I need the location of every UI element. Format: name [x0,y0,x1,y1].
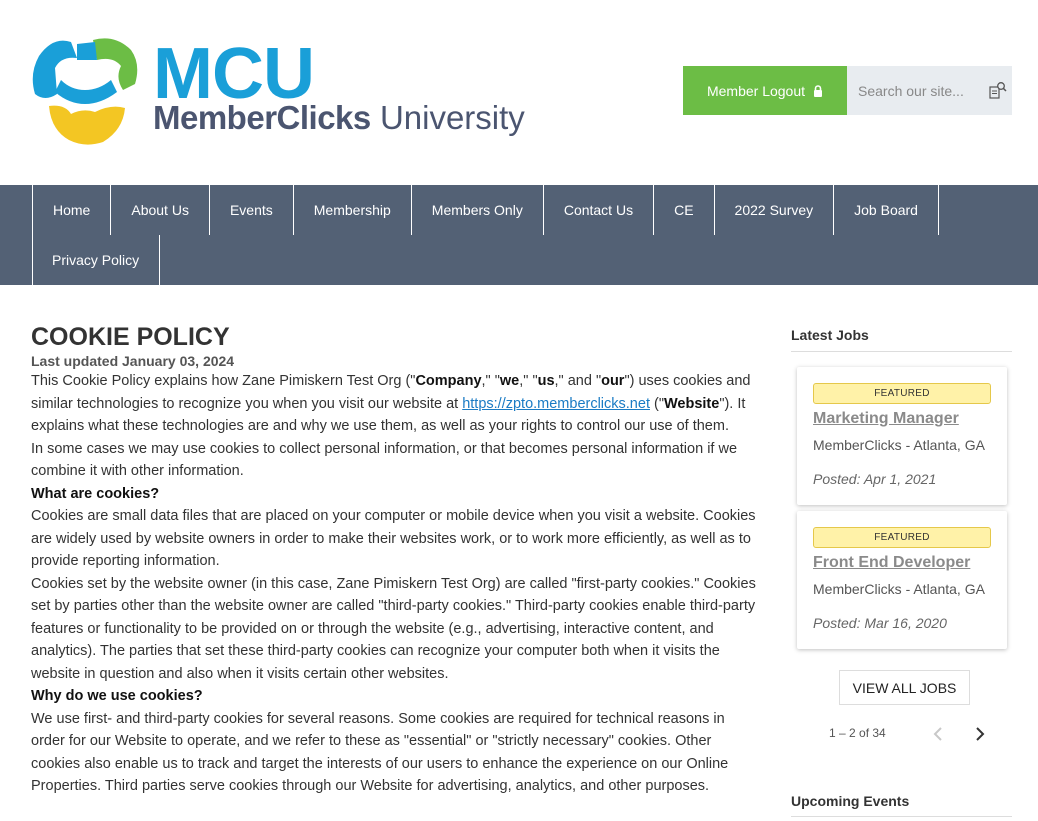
what-paragraph-2: Cookies set by the website owner (in this case, Zane Pimiskern Test Org) are called "first-party cookies." Cookies set by parties other than the website owner are called "third-party cookies." Third-party cookies enable third-party features or functionality to be provided on or through the website (e.g., advertising, interactive content, and analytics). The parties that set these third-party cookies can recognize your computer both when it visits the website in question and also when it visits certain other websites. [31,575,756,682]
logo-wordmark: MCU [153,34,314,114]
chevron-right-icon[interactable] [971,725,987,743]
nav-item-ce[interactable]: CE [653,185,713,235]
nav-item-home[interactable]: Home [32,185,110,235]
intro-text: ," " [519,373,538,389]
job-title-link[interactable]: Marketing Manager [813,410,959,427]
job-posted-date: Posted: Mar 16, 2020 [813,615,947,631]
nav-item-job-board[interactable]: Job Board [833,185,939,235]
intro-term-us: us [537,373,555,389]
site-search [847,66,1012,115]
intro-text: ") uses cookies and similar technologies to recognize you when you visit our website at [31,373,751,412]
upcoming-events-title: Upcoming Events [791,786,1012,817]
featured-badge: FEATURED [813,383,991,404]
section-heading-why: Why do we use cookies? [31,688,203,704]
pager-count: 1 – 2 of 34 [829,726,886,740]
view-all-jobs-button[interactable]: VIEW ALL JOBS [839,670,970,705]
nav-row-2 [32,235,160,285]
nav-item-privacy-policy[interactable]: Privacy Policy [32,235,160,285]
chevron-left-icon[interactable] [931,725,947,743]
intro-term-we: we [499,373,520,389]
featured-badge: FEATURED [813,527,991,548]
intro-term-website: Website [663,395,720,412]
nav-item-events[interactable]: Events [209,185,293,235]
why-paragraph-1: We use first- and third-party cookies for several reasons. Some cookies are required for technical reasons in order for our Website to operate, and we refer to these as "essential" or "strictly necessary" cookies. Other cookies also enable us to track and target the interests of our users to enhance the experience on our Online Properties. Third parties serve cookies through our Website for advertising, analytics, and other purposes. [31,710,729,794]
nav-item-members-only[interactable]: Members Only [411,185,543,235]
latest-jobs-title: Latest Jobs [791,320,1012,352]
cookie-policy-content [31,320,756,798]
logo-subtitle [153,98,525,138]
sidebar [791,320,1012,809]
job-card[interactable] [797,511,1007,649]
website-link[interactable]: https://zpto.memberclicks.net [462,395,650,412]
site-header [0,0,1038,185]
intro-text: (" [649,395,664,412]
job-company: MemberClicks - Atlanta, GA [813,581,985,597]
member-logout-label: Member Logout [706,82,806,99]
nav-item-about-us[interactable]: About Us [110,185,209,235]
intro-text: ," and " [554,373,602,389]
job-posted-date: Posted: Apr 1, 2021 [813,471,937,487]
intro-paragraph-2: In some cases we may use cookies to collect personal information, or that becomes personal information if we combine it with other information. [31,440,738,479]
lock-icon [813,85,823,97]
intro-term-our: our [601,373,625,389]
logo-subtitle-rest: University [379,99,525,136]
site-logo[interactable] [31,34,525,146]
nav-row-1 [32,185,939,235]
page-title: COOKIE POLICY [31,323,230,351]
job-title-link[interactable]: Front End Developer [813,554,971,571]
section-heading-what: What are cookies? [31,485,160,502]
last-updated: Last updated January 03, 2024 [31,353,235,369]
search-icon[interactable] [988,81,1008,101]
what-paragraph-1: Cookies are small data files that are placed on your computer or mobile device when you visit a website. Cookies are widely used by website owners in order to make their websites work, or to work more efficiently, as well as to provide reporting information. [31,508,756,569]
main-navigation [0,185,1038,285]
intro-text: This Cookie Policy explains how Zane Pimiskern Test Org (" [31,373,416,389]
intro-term-company: Company [415,373,482,389]
search-input[interactable] [847,66,982,115]
job-card[interactable] [797,367,1007,505]
intro-text: ," " [481,373,500,389]
mcu-logo-mark-icon [31,34,141,146]
intro-text: "). It explains what these technologies are and why we use them, as well as your rights to control our use of them. [31,395,746,434]
job-company: MemberClicks - Atlanta, GA [813,437,985,453]
intro-paragraph [31,370,756,438]
member-logout-button[interactable] [683,66,847,115]
nav-item-2022-survey[interactable]: 2022 Survey [714,185,834,235]
logo-subtitle-bold: MemberClicks [153,99,371,136]
nav-item-membership[interactable]: Membership [293,185,411,235]
nav-item-contact-us[interactable]: Contact Us [543,185,653,235]
